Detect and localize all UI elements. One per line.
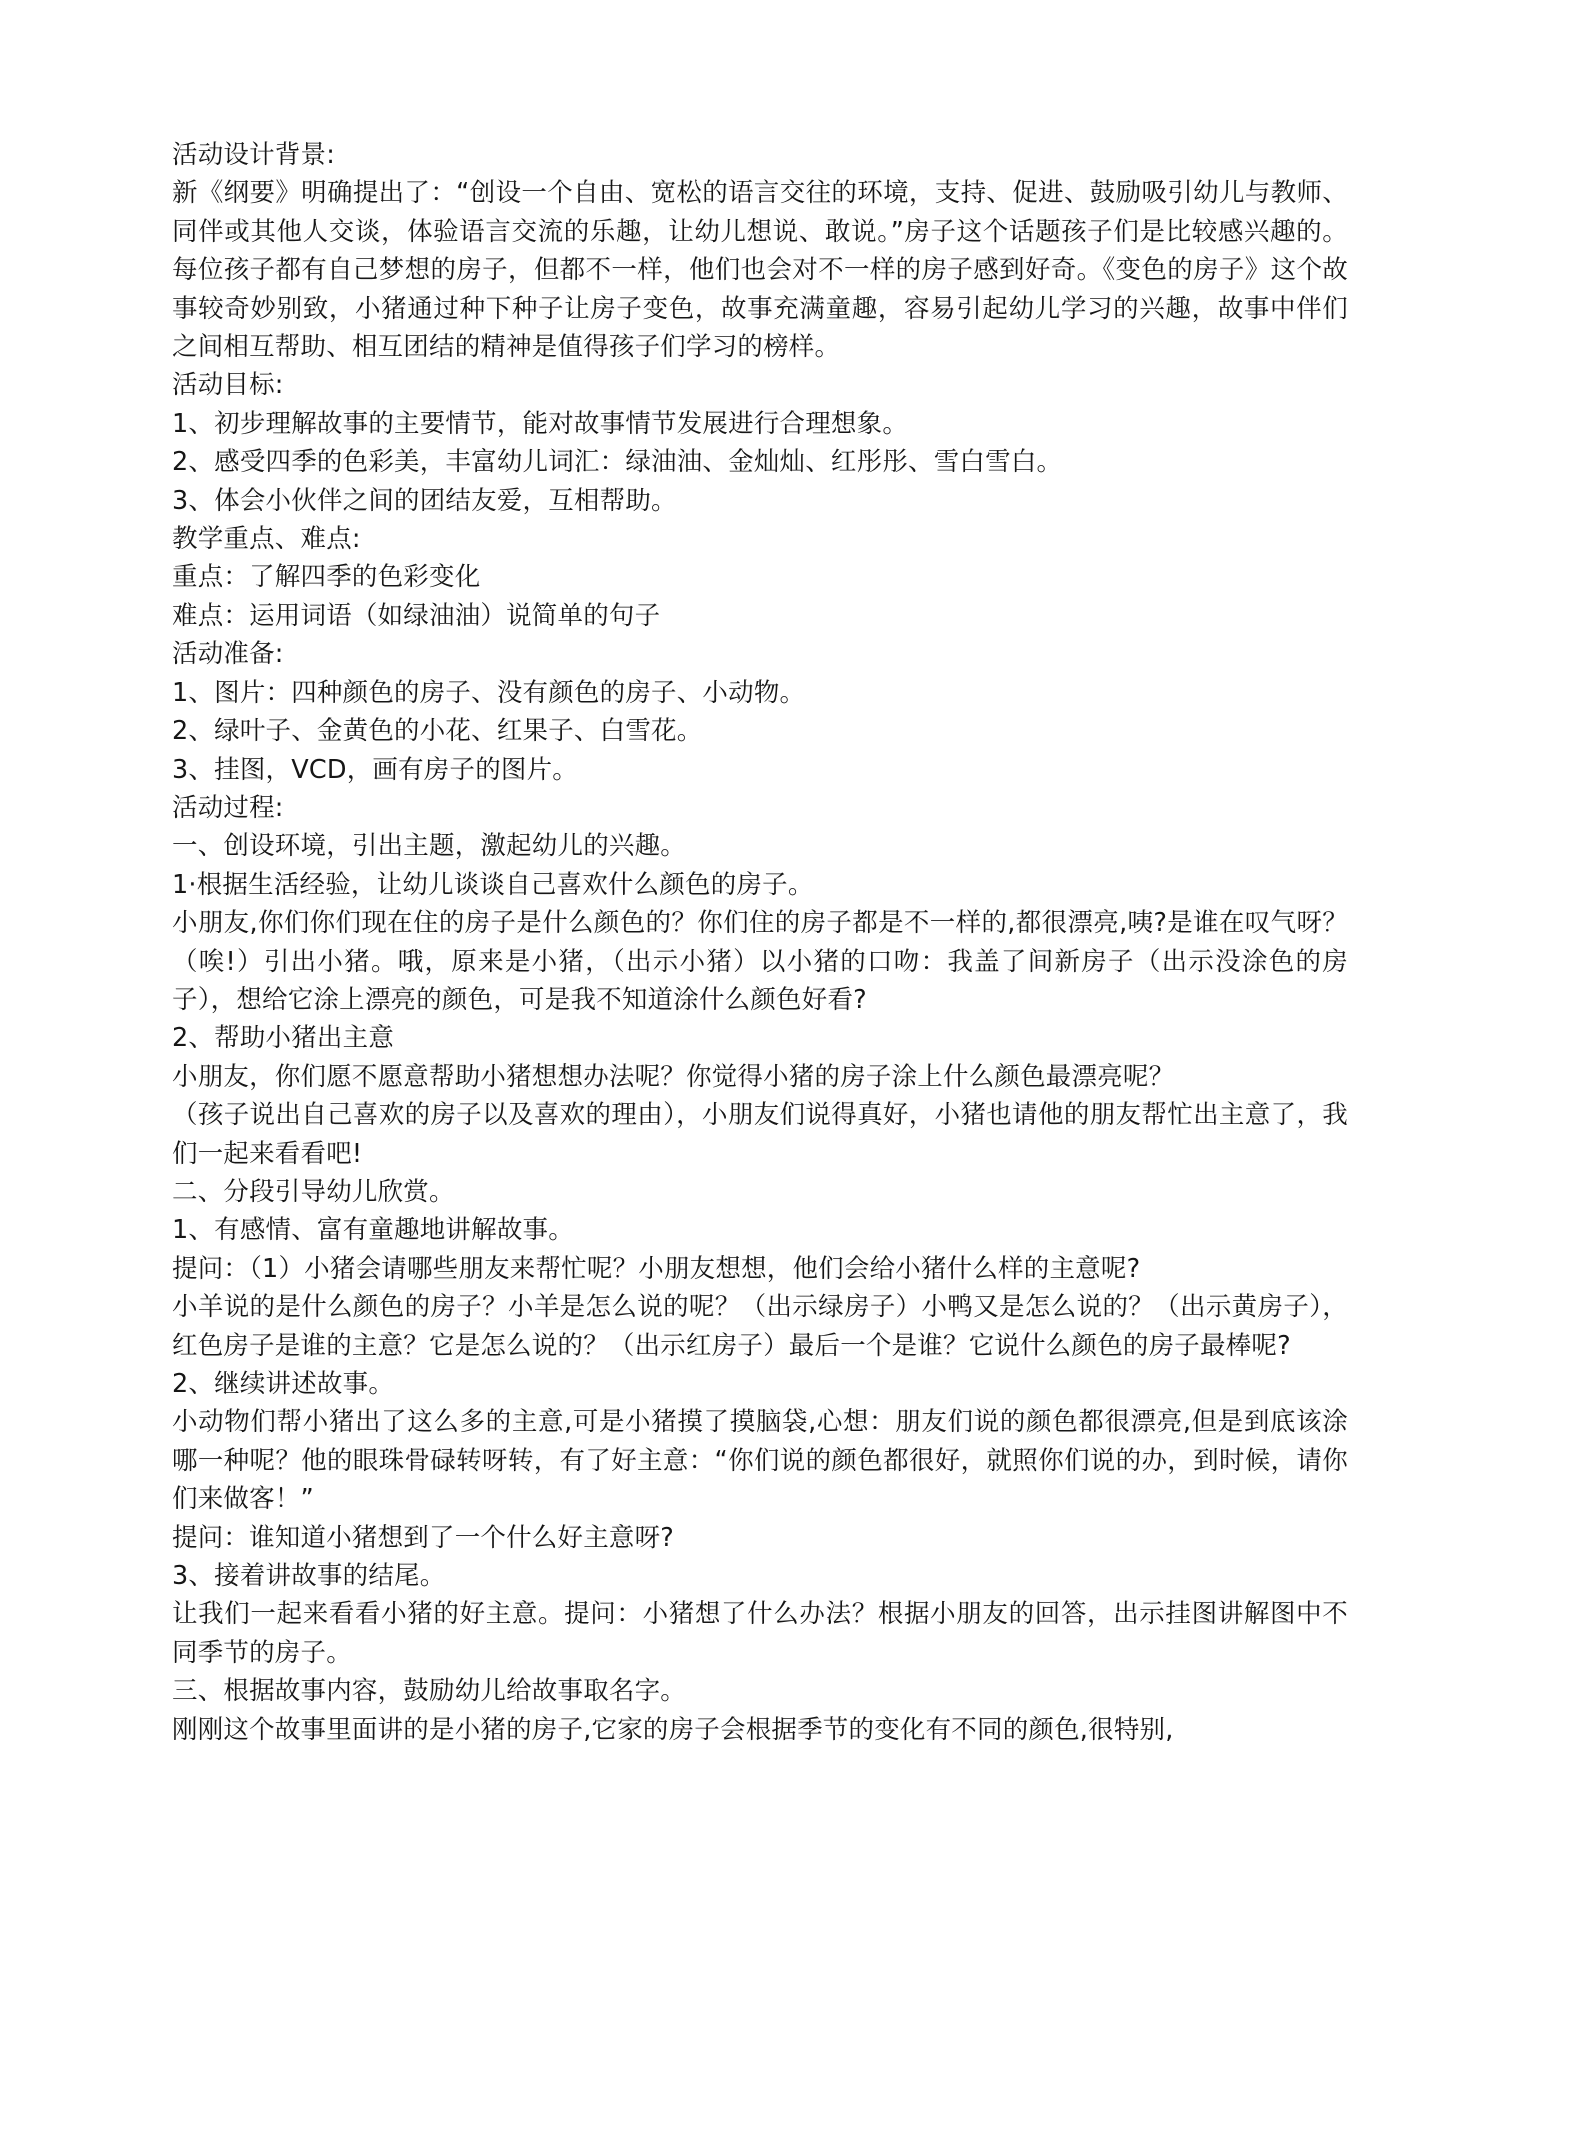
process-step-one-item-2: 2、帮助小猪出主意 (172, 1023, 395, 1054)
heading-activity-objectives: 活动目标: (172, 370, 284, 401)
process-step-two-item-3-body: 让我们一起来看看小猪的好主意。提问：小猪想了什么办法？根据小朋友的回答，出示挂图讲解图中不同季节的房子。 (172, 1599, 1348, 1668)
heading-key-and-difficult-points: 教学重点、难点: (172, 524, 361, 555)
objective-item-3: 3、体会小伙伴之间的团结友爱，互相帮助。 (172, 485, 677, 516)
document-text-body (172, 136, 1348, 1749)
key-point-line: 重点：了解四季的色彩变化 (172, 562, 481, 593)
heading-activity-background: 活动设计背景: (172, 140, 335, 170)
process-step-two-question-1-body: 小羊说的是什么颜色的房子？小羊是怎么说的呢？（出示绿房子）小鸭又是怎么说的？（出示黄房子），红色房子是谁的主意？它是怎么说的？（出示红房子）最后一个是谁？它说什么颜色的房子最棒呢? (172, 1292, 1348, 1361)
process-step-two-question-2: 提问：谁知道小猪想到了一个什么好主意呀? (172, 1522, 675, 1553)
process-step-two-question-1: 提问：（1）小猪会请哪些朋友来帮忙呢？小朋友想想，他们会给小猪什么样的主意呢? (172, 1253, 1141, 1284)
process-step-two-heading: 二、分段引导幼儿欣赏。 (172, 1176, 455, 1207)
preparation-item-2: 2、绿叶子、金黄色的小花、红果子、白雪花。 (172, 716, 703, 747)
preparation-item-3: 3、挂图，VCD，画有房子的图片。 (172, 754, 579, 785)
process-step-one-item-2-body-continued: （孩子说出自己喜欢的房子以及喜欢的理由），小朋友们说得真好，小猪也请他的朋友帮忙出主意了，我们一起来看看吧! (172, 1100, 1348, 1169)
process-step-one-item-1-body: 小朋友,你们你们现在住的房子是什么颜色的？你们住的房子都是不一样的,都很漂亮,咦?是谁在叹气呀？（唉!）引出小猪。哦，原来是小猪，（出示小猪）以小猪的口吻：我盖了间新房子（出示没涂色的房子），想给它涂上漂亮的颜色，可是我不知道涂什么颜色好看? (172, 908, 1348, 1015)
process-step-one-heading: 一、创设环境，引出主题，激起幼儿的兴趣。 (172, 831, 687, 862)
heading-activity-preparation: 活动准备: (172, 639, 284, 670)
process-step-two-item-2-body: 小动物们帮小猪出了这么多的主意,可是小猪摸了摸脑袋,心想：朋友们说的颜色都很漂亮,但是到底该涂哪一种呢？他的眼珠骨碌转呀转，有了好主意：“你们说的颜色都很好，就照你们说的办，到时候，请你们来做客！” (172, 1407, 1348, 1515)
process-step-three-heading: 三、根据故事内容，鼓励幼儿给故事取名字。 (172, 1676, 687, 1707)
process-step-two-item-3: 3、接着讲故事的结尾。 (172, 1561, 446, 1592)
process-step-one-item-1: 1·根据生活经验，让幼儿谈谈自己喜欢什么颜色的房子。 (172, 869, 814, 900)
process-step-one-item-2-body: 小朋友，你们愿不愿意帮助小猪想想办法呢？你觉得小猪的房子涂上什么颜色最漂亮呢？ (172, 1061, 1175, 1092)
objective-item-2: 2、感受四季的色彩美，丰富幼儿词汇：绿油油、金灿灿、红彤彤、雪白雪白。 (172, 447, 1063, 478)
process-step-two-item-1: 1、有感情、富有童趣地讲解故事。 (172, 1215, 574, 1246)
preparation-item-1: 1、图片：四种颜色的房子、没有颜色的房子、小动物。 (172, 677, 806, 708)
paragraph-activity-background: 新《纲要》明确提出了：“创设一个自由、宽松的语言交往的环境，支持、促进、鼓励吸引幼儿与教师、同伴或其他人交谈，体验语言交流的乐趣，让幼儿想说、敢说。”房子这个话题孩子们是比较感兴趣的。每位孩子都有自己梦想的房子，但都不一样，他们也会对不一样的房子感到好奇。《变色的房子》这个故事较奇妙别致，小猪通过种下种子让房子变色，故事充满童趣，容易引起幼儿学习的兴趣，故事中伴们之间相互帮助、相互团结的精神是值得孩子们学习的榜样。 (172, 178, 1348, 363)
difficult-point-line: 难点：运用词语（如绿油油）说简单的句子 (172, 600, 661, 631)
objective-item-1: 1、初步理解故事的主要情节，能对故事情节发展进行合理想象。 (172, 408, 909, 439)
process-step-two-item-2: 2、继续讲述故事。 (172, 1369, 395, 1399)
process-step-three-body: 刚刚这个故事里面讲的是小猪的房子,它家的房子会根据季节的变化有不同的颜色,很特别, (172, 1714, 1174, 1745)
heading-activity-process: 活动过程: (172, 792, 284, 823)
